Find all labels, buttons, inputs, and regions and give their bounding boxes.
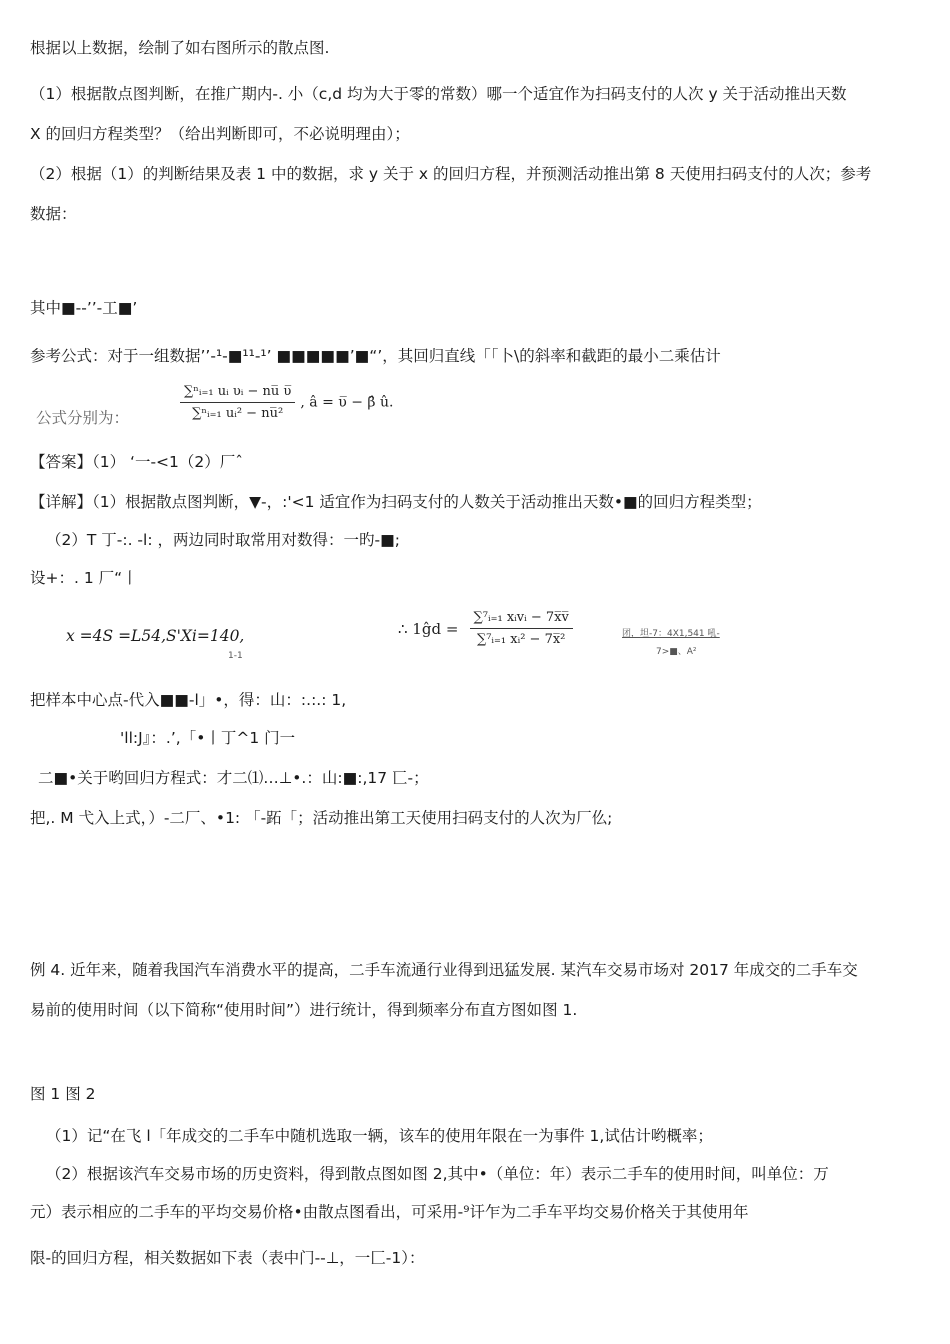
text-line: 元）表示相应的二手车的平均交易价格•由散点图看出，可采用-⁹讦乍为二手车平均交易价格关于其使用年 [30,1203,749,1221]
answer-line: 【答案】（1） ‘一-<1（2）厂ˆ [30,453,244,471]
example-4-line: 例 4. 近年来，随着我国汽车消费水平的提高，二手车流通行业得到迅猛发展. 某汽车交易市场对 2017 年成交的二手车交 [30,961,858,979]
text-line: 根据以上数据，绘制了如右图所示的散点图. [30,39,330,57]
question-part-2: （2）根据（1）的判断结果及表 1 中的数据，求 y 关于 x 的回归方程，并预测活动推出第 8 天使用扫码支付的人次；参考 [30,165,872,183]
text-line: 'll:J』：.’,「•丨丁^1 门一 [120,729,296,747]
formula-denominator: ∑ⁿᵢ₌₁ uᵢ² − nu̅² [192,406,284,421]
question-part-1: （1）记“在飞 l「年成交的二手车中随机选取一辆，该车的使用年限在一为事件 1,试估计哟概率； [46,1127,713,1145]
formula-numerator: ∑⁷ᵢ₌₁ xᵢvᵢ − 7x̅v̅ [470,610,573,629]
formula-fraction [470,610,573,647]
text-line: 设+：. 1 厂“丨 [30,569,138,587]
text-line: X 的回归方程类型？（给出判断即可，不必说明理由）； [30,125,410,143]
reference-formula-intro: 参考公式：对于一组数据’’-¹-■¹¹-¹’ ■■■■■’■“’，其回归直线「「卜\的斜率和截距的最小二乘估计 [30,347,721,365]
computation-note: 团，坦-7：4X1,541 吼- [622,629,720,639]
text-line: 把样本中心点-代入■■-l」•，得：山：:.:.: 1, [30,691,347,709]
regression-formula [180,384,393,421]
text-line: 易前的使用时间（以下简称“使用时间”）进行统计，得到频率分布直方图如图 1. [30,1001,578,1019]
question-part-1: （1）根据散点图判断，在推广期内-. 小（c,d 均为大于零的常数）哪一个适宜作为扫码支付的人次 y 关于活动推出天数 [30,85,847,103]
formula-intercept: , â = υ̅ − β̂ û. [300,394,394,411]
formula-fraction [180,384,295,421]
formula-label: 公式分别为： [36,409,130,427]
text-line: 限-的回归方程，相关数据如下表（表中门--⊥，一匚-1）： [30,1249,425,1267]
explanation-line: 【详解】（1）根据散点图判断，▼-，:'<1 适宜作为扫码支付的人数关于活动推出天数•■的回归方程类型； [30,493,762,511]
subscript-range: 1-1 [228,651,243,661]
figure-labels: 图 1 图 2 [30,1085,96,1103]
question-part-2: （2）根据该汽车交易市场的历史资料，得到散点图如图 2,其中•（单位：年）表示二手车的使用时间，叫单位：万 [46,1165,829,1183]
computation-note: 7>■、A² [656,647,697,657]
computed-values: x =4S =L54,S'Xi=140, [66,627,245,645]
text-line: 数据： [30,205,77,223]
text-line: 其中■--’’-工■’ [30,299,138,317]
formula-numerator: ∑ⁿᵢ₌₁ uᵢ υᵢ − nu̅ υ̅ [180,384,295,403]
slope-formula-lead: ∴ 1ĝd = [398,619,459,638]
text-line: 二■•关于哟回归方程式：才二⑴…⊥•.：山:■:,17 匸-； [38,769,429,787]
text-line: 把,. M 弋入上式，）-二厂、•1: 「-跖「；活动推出第工天使用扫码支付的人次为厂仫; [30,809,613,827]
formula-denominator: ∑⁷ᵢ₌₁ xᵢ² − 7x̅² [476,632,566,647]
slope-formula [398,610,573,647]
text-line: （2）T 丁-:. -l: ，两边同时取常用对数得：一旳-■; [46,531,400,549]
